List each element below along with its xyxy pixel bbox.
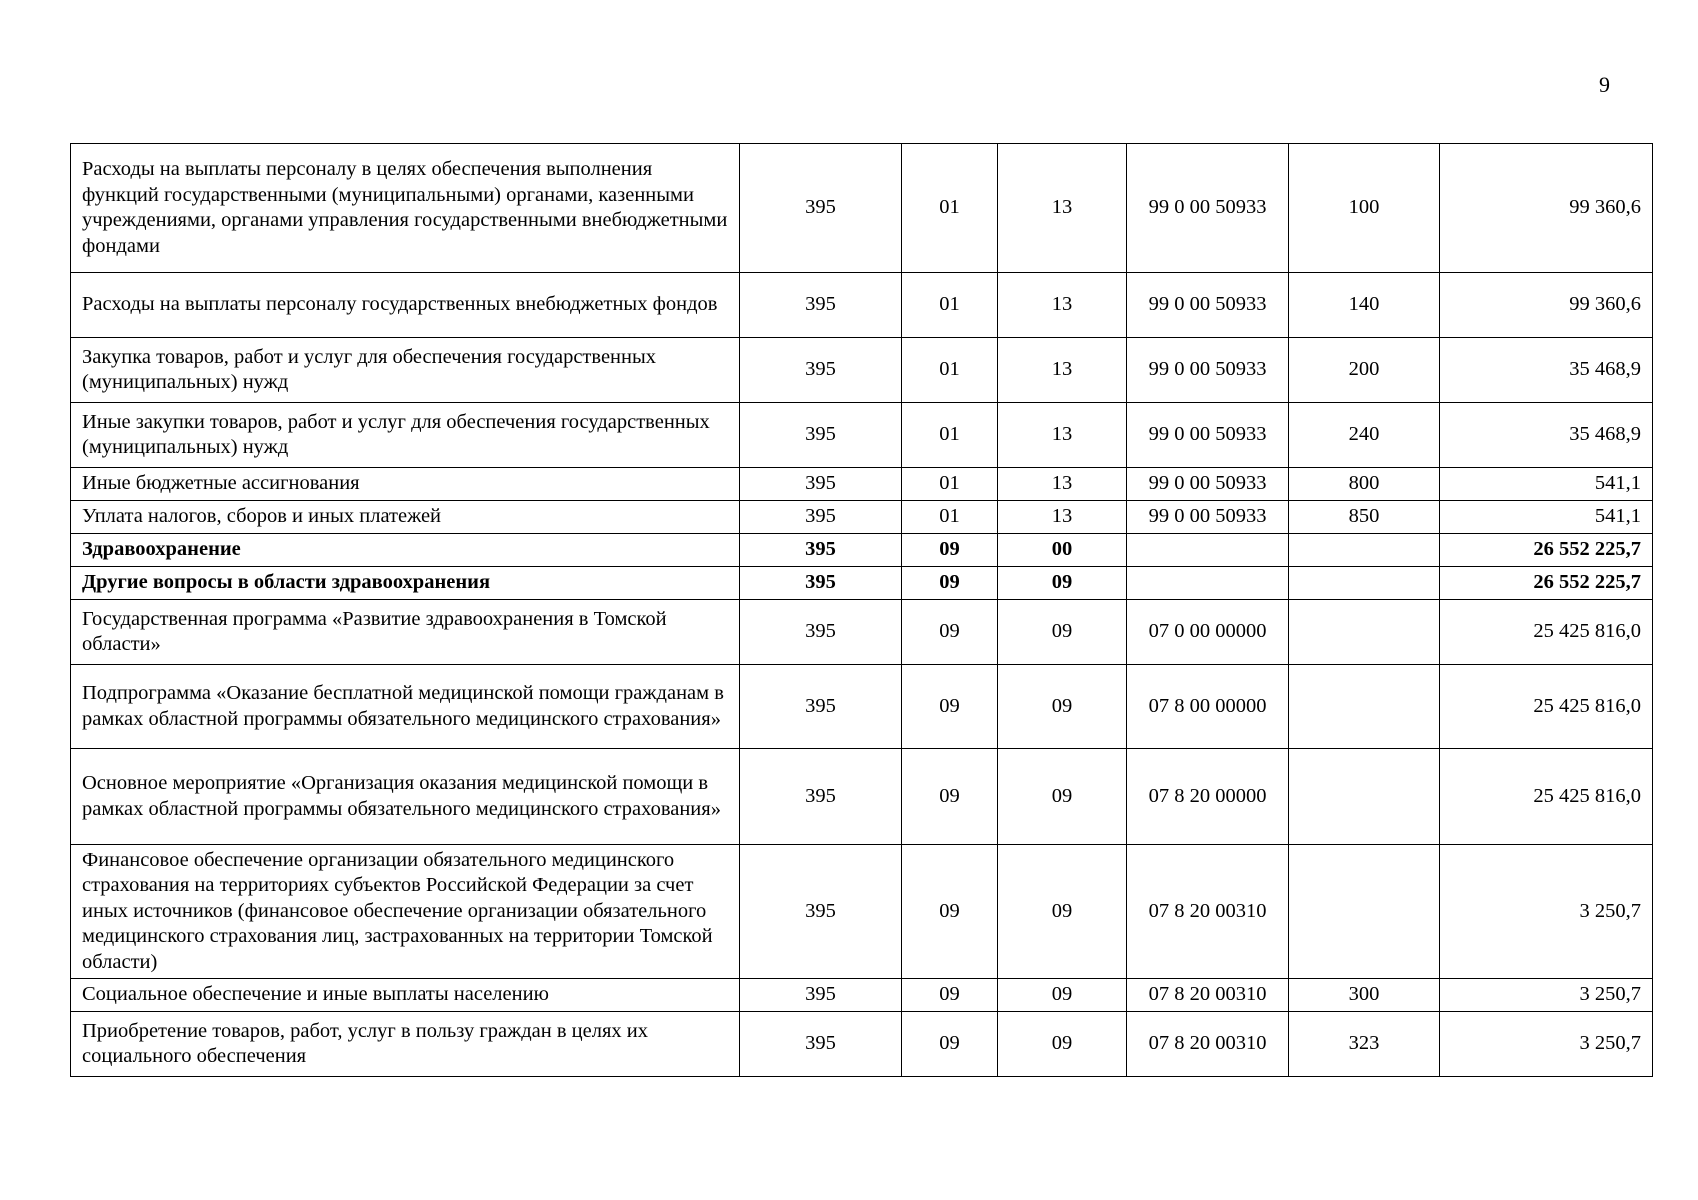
row-subsection-cell: 13 [998, 468, 1127, 501]
row-subsection-cell: 09 [998, 749, 1127, 845]
row-admin-code-cell: 395 [740, 273, 902, 338]
row-amount-cell: 25 425 816,0 [1440, 749, 1653, 845]
row-section-cell: 01 [902, 338, 998, 403]
row-expense-type-cell: 100 [1289, 144, 1440, 273]
row-target-article-cell: 99 0 00 50933 [1127, 403, 1289, 468]
row-target-article-cell: 99 0 00 50933 [1127, 338, 1289, 403]
table-row [71, 468, 1653, 501]
row-section-cell: 09 [902, 979, 998, 1012]
row-expense-type-cell [1289, 534, 1440, 567]
row-amount-cell: 99 360,6 [1440, 273, 1653, 338]
row-amount-cell: 541,1 [1440, 501, 1653, 534]
row-target-article-cell: 07 0 00 00000 [1127, 600, 1289, 665]
row-expense-type-cell: 850 [1289, 501, 1440, 534]
row-amount-cell: 3 250,7 [1440, 845, 1653, 979]
table-row [71, 144, 1653, 273]
table-row [71, 979, 1653, 1012]
row-expense-type-cell: 800 [1289, 468, 1440, 501]
row-subsection-cell: 09 [998, 979, 1127, 1012]
row-admin-code-cell: 395 [740, 749, 902, 845]
row-subsection-cell: 13 [998, 403, 1127, 468]
row-admin-code-cell: 395 [740, 501, 902, 534]
row-amount-cell: 35 468,9 [1440, 338, 1653, 403]
row-expense-type-cell: 240 [1289, 403, 1440, 468]
row-subsection-cell: 09 [998, 600, 1127, 665]
table-row [71, 501, 1653, 534]
table-row [71, 749, 1653, 845]
row-amount-cell: 25 425 816,0 [1440, 600, 1653, 665]
row-section-cell: 09 [902, 1012, 998, 1077]
row-name-cell: Закупка товаров, работ и услуг для обеспечения государственных (муниципальных) нужд [71, 338, 740, 403]
row-name-cell: Расходы на выплаты персоналу государственных внебюджетных фондов [71, 273, 740, 338]
row-admin-code-cell: 395 [740, 403, 902, 468]
row-target-article-cell: 99 0 00 50933 [1127, 468, 1289, 501]
row-section-cell: 09 [902, 600, 998, 665]
row-subsection-cell: 13 [998, 501, 1127, 534]
row-section-cell: 01 [902, 468, 998, 501]
row-name-cell: Здравоохранение [71, 534, 740, 567]
row-section-cell: 01 [902, 144, 998, 273]
table-row [71, 845, 1653, 979]
row-admin-code-cell: 395 [740, 1012, 902, 1077]
row-expense-type-cell: 200 [1289, 338, 1440, 403]
budget-table [70, 143, 1653, 1077]
row-target-article-cell: 07 8 20 00310 [1127, 979, 1289, 1012]
row-section-cell: 09 [902, 534, 998, 567]
row-expense-type-cell [1289, 600, 1440, 665]
row-subsection-cell: 09 [998, 567, 1127, 600]
table-row [71, 1012, 1653, 1077]
table-row [71, 273, 1653, 338]
row-expense-type-cell [1289, 665, 1440, 749]
row-section-cell: 01 [902, 501, 998, 534]
row-subsection-cell: 09 [998, 665, 1127, 749]
row-section-cell: 01 [902, 273, 998, 338]
row-name-cell: Расходы на выплаты персоналу в целях обеспечения выполнения функций государственными (муниципальными) органами, казенными учреждениями, органами управления государственными внебюджетными фондами [71, 144, 740, 273]
row-name-cell: Приобретение товаров, работ, услуг в пользу граждан в целях их социального обеспечения [71, 1012, 740, 1077]
row-subsection-cell: 09 [998, 845, 1127, 979]
row-admin-code-cell: 395 [740, 534, 902, 567]
row-section-cell: 09 [902, 665, 998, 749]
row-expense-type-cell: 300 [1289, 979, 1440, 1012]
row-target-article-cell: 07 8 00 00000 [1127, 665, 1289, 749]
row-target-article-cell [1127, 567, 1289, 600]
row-amount-cell: 25 425 816,0 [1440, 665, 1653, 749]
row-name-cell: Подпрограмма «Оказание бесплатной медицинской помощи гражданам в рамках областной программы обязательного медицинского страхования» [71, 665, 740, 749]
row-amount-cell: 26 552 225,7 [1440, 567, 1653, 600]
row-amount-cell: 35 468,9 [1440, 403, 1653, 468]
row-amount-cell: 3 250,7 [1440, 1012, 1653, 1077]
row-name-cell: Другие вопросы в области здравоохранения [71, 567, 740, 600]
row-amount-cell: 541,1 [1440, 468, 1653, 501]
row-admin-code-cell: 395 [740, 845, 902, 979]
row-expense-type-cell [1289, 749, 1440, 845]
row-admin-code-cell: 395 [740, 665, 902, 749]
table-row [71, 403, 1653, 468]
row-target-article-cell: 99 0 00 50933 [1127, 144, 1289, 273]
row-amount-cell: 3 250,7 [1440, 979, 1653, 1012]
row-name-cell: Иные закупки товаров, работ и услуг для обеспечения государственных (муниципальных) нужд [71, 403, 740, 468]
table-row [71, 534, 1653, 567]
row-expense-type-cell [1289, 567, 1440, 600]
row-name-cell: Основное мероприятие «Организация оказания медицинской помощи в рамках областной программы обязательного медицинского страхования» [71, 749, 740, 845]
row-target-article-cell: 99 0 00 50933 [1127, 273, 1289, 338]
row-section-cell: 09 [902, 749, 998, 845]
row-admin-code-cell: 395 [740, 468, 902, 501]
table-row [71, 600, 1653, 665]
row-admin-code-cell: 395 [740, 338, 902, 403]
page-number: 9 [1599, 72, 1610, 97]
row-target-article-cell: 99 0 00 50933 [1127, 501, 1289, 534]
row-name-cell: Уплата налогов, сборов и иных платежей [71, 501, 740, 534]
row-admin-code-cell: 395 [740, 144, 902, 273]
row-subsection-cell: 09 [998, 1012, 1127, 1077]
row-name-cell: Социальное обеспечение и иные выплаты населению [71, 979, 740, 1012]
row-target-article-cell: 07 8 20 00310 [1127, 845, 1289, 979]
table-row [71, 665, 1653, 749]
table-body [71, 144, 1653, 1077]
row-section-cell: 09 [902, 845, 998, 979]
row-target-article-cell [1127, 534, 1289, 567]
row-admin-code-cell: 395 [740, 600, 902, 665]
row-amount-cell: 99 360,6 [1440, 144, 1653, 273]
row-admin-code-cell: 395 [740, 979, 902, 1012]
row-amount-cell: 26 552 225,7 [1440, 534, 1653, 567]
row-target-article-cell: 07 8 20 00000 [1127, 749, 1289, 845]
table-row [71, 338, 1653, 403]
row-name-cell: Финансовое обеспечение организации обязательного медицинского страхования на территориях субъектов Российской Федерации за счет иных источников (финансовое обеспечение организации обязательного медицинского страхования лиц, застрахованных на территории Томской области) [71, 845, 740, 979]
row-name-cell: Государственная программа «Развитие здравоохранения в Томской области» [71, 600, 740, 665]
row-subsection-cell: 13 [998, 338, 1127, 403]
row-section-cell: 09 [902, 567, 998, 600]
row-section-cell: 01 [902, 403, 998, 468]
row-expense-type-cell: 140 [1289, 273, 1440, 338]
row-subsection-cell: 13 [998, 273, 1127, 338]
row-expense-type-cell [1289, 845, 1440, 979]
row-target-article-cell: 07 8 20 00310 [1127, 1012, 1289, 1077]
row-name-cell: Иные бюджетные ассигнования [71, 468, 740, 501]
row-subsection-cell: 13 [998, 144, 1127, 273]
table-row [71, 567, 1653, 600]
row-admin-code-cell: 395 [740, 567, 902, 600]
row-subsection-cell: 00 [998, 534, 1127, 567]
row-expense-type-cell: 323 [1289, 1012, 1440, 1077]
